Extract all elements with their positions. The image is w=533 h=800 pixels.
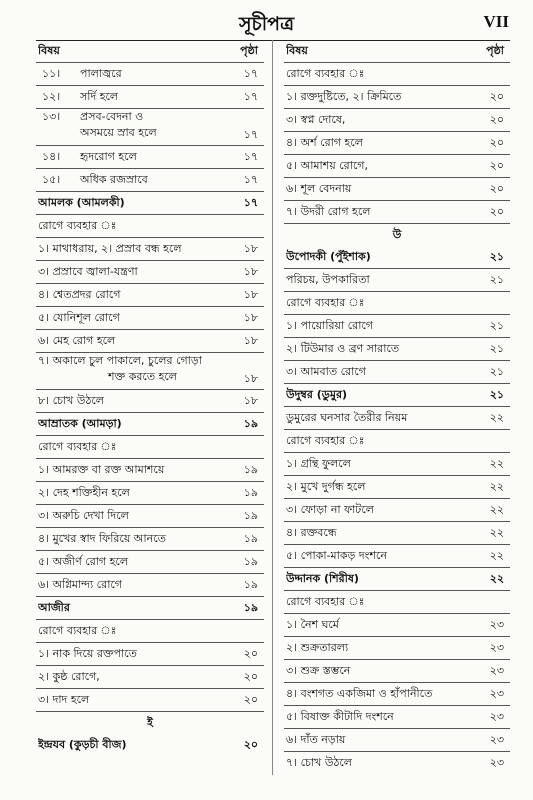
entry-title <box>286 86 470 108</box>
entry-title-line: ৩। আমবাত রোগে <box>286 365 366 378</box>
toc-entry <box>284 568 510 591</box>
entry-title <box>286 109 470 131</box>
toc-entry <box>36 620 264 643</box>
toc-entry <box>36 666 264 689</box>
page-ref: ২০ <box>489 136 504 149</box>
page-ref: ১৭ <box>243 150 258 163</box>
entry-title-line: ৭। চোখ উঠলে <box>286 756 352 769</box>
toc-entry <box>284 178 510 201</box>
toc-entry <box>36 436 264 459</box>
entry-title <box>38 353 224 385</box>
entry-title <box>38 734 224 756</box>
entry-title <box>38 459 224 481</box>
entry-title <box>286 132 470 154</box>
entry-title <box>38 505 224 527</box>
page-ref: ২২ <box>489 503 504 516</box>
entry-title <box>286 752 470 774</box>
toc-entry <box>36 597 264 620</box>
page-ref: ২০ <box>489 182 504 195</box>
entry-title-line: ১। নাক দিয়ে রক্তপাতে <box>38 647 137 660</box>
toc-entry <box>284 292 510 315</box>
page-ref: ২০ <box>243 693 258 706</box>
toc-entry <box>284 315 510 338</box>
entry-title-line: আমলক (আমলকী) <box>38 196 125 209</box>
toc-entry <box>284 246 510 269</box>
page-ref: ১৮ <box>243 288 258 301</box>
entry-number: ১২। <box>42 90 61 103</box>
toc-entry <box>36 689 264 712</box>
entry-title <box>38 330 224 352</box>
toc-entry <box>36 330 264 353</box>
section-letter <box>284 224 510 246</box>
toc-entry <box>284 361 510 384</box>
toc-entry <box>284 407 510 430</box>
page-ref: ২১ <box>489 342 504 355</box>
entry-title <box>38 307 224 329</box>
entry-title-line: উপোদকী (পুঁইশাক) <box>286 250 371 263</box>
page-ref: ১৭ <box>243 90 258 103</box>
entry-title-line: ২। কুষ্ঠ রোগে, <box>38 670 100 683</box>
entry-title-line: ৪। অর্শ রোগ হলে <box>286 136 363 149</box>
toc-entry <box>36 459 264 482</box>
entry-title-line: ৩। ফোড়া না ফাটলে <box>286 503 374 516</box>
entry-title-line: রোগে ব্যবহার ঃ <box>38 440 117 453</box>
entry-title-line: উদ্দানক (শিরীষ) <box>286 572 359 585</box>
entry-title <box>38 436 224 458</box>
entry-title <box>38 666 224 688</box>
toc-entry <box>36 574 264 597</box>
entry-title <box>38 215 224 237</box>
toc-entry <box>36 353 264 390</box>
entry-title <box>38 574 224 596</box>
toc-entry <box>36 390 264 413</box>
entry-title <box>80 109 157 141</box>
toc-entry <box>284 86 510 109</box>
page-heading: পৃষ্ঠা <box>240 44 258 57</box>
entry-title <box>38 261 224 283</box>
entry-title <box>286 63 470 85</box>
toc-entry <box>284 752 510 774</box>
toc-entry <box>36 643 264 666</box>
entry-number: ১৩। <box>42 110 61 123</box>
entry-title <box>286 499 470 521</box>
entry-title <box>286 292 470 314</box>
entry-title-line: ৫। অজীর্ণ রোগ হলে <box>38 555 129 568</box>
entry-title-line: শক্ত করতে হলে <box>108 370 178 383</box>
entry-title <box>80 86 118 108</box>
page-ref: ২০ <box>243 738 258 751</box>
page-ref: ২০ <box>489 205 504 218</box>
entry-title <box>286 660 470 682</box>
entry-title-line: রোগে ব্যবহার ঃ <box>38 219 117 232</box>
entry-title-line: অধিক রজস্রাবে <box>80 173 148 186</box>
page-ref: ২২ <box>489 480 504 493</box>
toc-entry <box>36 307 264 330</box>
entry-title-line: ৪। বংশগত একজিমা ও হাঁপানীতে <box>286 687 433 700</box>
entry-title-line: ২। টিউমার ও ব্রণ সারাতে <box>286 342 400 355</box>
page-ref: ২৩ <box>489 618 504 631</box>
entry-title <box>38 238 224 260</box>
entry-title-line: ৬। শূল বেদনায় <box>286 182 352 195</box>
entry-title <box>80 63 122 85</box>
entry-title-line: ৩। দাদ হলে <box>38 693 90 706</box>
toc-entry <box>36 284 264 307</box>
entry-title <box>38 643 224 665</box>
entry-title-line: প্রসব-বেদনা ও <box>80 110 144 123</box>
entry-title-line: রোগে ব্যবহার ঃ <box>286 434 365 447</box>
entry-title <box>286 522 470 544</box>
section-letter <box>36 712 264 734</box>
page-ref: ১৯ <box>243 486 258 499</box>
page-ref: ২২ <box>489 572 504 585</box>
entry-title <box>286 361 470 383</box>
entry-title <box>286 637 470 659</box>
toc-entry <box>36 551 264 574</box>
entry-title <box>38 284 224 306</box>
column-divider <box>272 40 273 775</box>
toc-entry <box>284 269 510 292</box>
page-ref: ১৮ <box>243 311 258 324</box>
toc-entry <box>36 109 264 146</box>
entry-title-line: বিষয় <box>38 44 60 57</box>
page-ref: ২৩ <box>489 687 504 700</box>
entry-title <box>286 545 470 567</box>
entry-title-line: হৃদরোগ হলে <box>80 150 137 163</box>
entry-number: ১৪। <box>42 150 61 163</box>
entry-title-line: ৪। রক্তবন্ধে <box>286 526 337 539</box>
page-ref: ১৯ <box>243 509 258 522</box>
entry-title <box>80 146 137 168</box>
page-ref: ১৮ <box>243 242 258 255</box>
entry-title-line: ৬। অগ্নিমান্দ্য রোগে <box>38 578 123 591</box>
page-ref: ১৭ <box>243 67 258 80</box>
subject-heading <box>38 40 224 62</box>
page-ref: ২০ <box>243 647 258 660</box>
section-letter-text: উ <box>392 228 402 241</box>
entry-title-line: ৮। চোখ উঠলে <box>38 394 104 407</box>
toc-entry <box>36 413 264 436</box>
entry-title-line: রোগে ব্যবহার ঃ <box>286 296 365 309</box>
page-ref: ১৯ <box>243 532 258 545</box>
entry-title-line: উদুম্বর (ডুমুর) <box>286 388 348 401</box>
page-ref: ২৩ <box>489 733 504 746</box>
toc-entry <box>36 86 264 109</box>
entry-title-line: ৬। দাঁত নড়ায় <box>286 733 346 746</box>
toc-entry <box>284 522 510 545</box>
entry-title <box>286 591 470 613</box>
page-ref: ১৭ <box>243 196 258 209</box>
entry-title-line: ১। গ্রন্থি ফুললে <box>286 457 351 470</box>
page-ref: ২০ <box>489 90 504 103</box>
entry-title-line: ১। রক্তদুষ্টিতে, ২। ক্রিমিতে <box>286 90 402 103</box>
entry-title-line: ৫। যোনিশূল রোগে <box>38 311 120 324</box>
entry-title-line: ২। শুক্রতারল্য <box>286 641 349 654</box>
toc-entry <box>284 729 510 752</box>
entry-title <box>38 390 224 412</box>
entry-title <box>286 407 470 429</box>
toc-entry <box>284 384 510 407</box>
page-ref: ১৮ <box>243 334 258 347</box>
entry-title <box>38 482 224 504</box>
page-ref: ১৯ <box>243 578 258 591</box>
entry-title-line: রোগে ব্যবহার ঃ <box>286 67 365 80</box>
page-ref: ১৮ <box>243 265 258 278</box>
section-letter-text: ই <box>147 716 153 729</box>
page-ref: ২০ <box>243 670 258 683</box>
page-ref: ২৩ <box>489 664 504 677</box>
entry-number: ১৫। <box>42 173 61 186</box>
page-ref: ২৩ <box>489 756 504 769</box>
entry-title <box>286 476 470 498</box>
page-ref: ২২ <box>489 411 504 424</box>
toc-entry <box>36 482 264 505</box>
entry-title <box>286 706 470 728</box>
toc-column-left <box>36 40 264 756</box>
page-ref: ২১ <box>489 319 504 332</box>
entry-title <box>286 315 470 337</box>
page-ref: ২১ <box>489 250 504 263</box>
entry-title-line: ৩। অরুচি দেখা দিলে <box>38 509 129 522</box>
page-ref: ২২ <box>489 526 504 539</box>
entry-title-line: পালাজ্বরে <box>80 67 122 80</box>
toc-entry <box>284 545 510 568</box>
toc-entry <box>284 591 510 614</box>
page-ref: ২০ <box>489 159 504 172</box>
entry-title <box>286 384 470 406</box>
toc-entry <box>284 683 510 706</box>
toc-entry <box>284 155 510 178</box>
entry-title-line: রোগে ব্যবহার ঃ <box>38 624 117 637</box>
entry-title-line: ১। নৈশ ঘর্মে <box>286 618 339 631</box>
entry-title-line: আজীর <box>38 601 70 614</box>
entry-title <box>286 246 470 268</box>
toc-entry <box>284 132 510 155</box>
toc-entry <box>36 261 264 284</box>
entry-title <box>38 597 224 619</box>
subject-heading <box>286 40 470 62</box>
toc-entry <box>36 505 264 528</box>
entry-title <box>286 614 470 636</box>
toc-entry <box>36 63 264 86</box>
entry-title-line: অসময়ে স্রাব হলে <box>80 126 157 139</box>
page-ref: ২১ <box>489 388 504 401</box>
toc-column-right <box>284 40 510 774</box>
toc-entry <box>284 63 510 86</box>
entry-title-line: ১। আমরক্ত বা রক্ত আমাশয়ে <box>38 463 165 476</box>
page-ref: ১৯ <box>243 417 258 430</box>
entry-title <box>80 169 148 191</box>
toc-entry <box>284 614 510 637</box>
entry-title <box>286 430 470 452</box>
entry-title <box>38 528 224 550</box>
toc-entry <box>36 146 264 169</box>
entry-title-line: ৩। স্বপ্ন দোষে, <box>286 113 346 126</box>
entry-title-line: ৩। প্রস্রাবে জ্বালা-যন্ত্রণা <box>38 265 138 278</box>
entry-title <box>286 338 470 360</box>
entry-title <box>286 683 470 705</box>
entry-title-line: ৬। মেহ রোগ হলে <box>38 334 116 347</box>
entry-title-line: ৫। পোকা-মাকড় দংশনে <box>286 549 387 562</box>
toc-entry <box>284 499 510 522</box>
toc-entry <box>36 192 264 215</box>
toc-entry <box>36 528 264 551</box>
toc-entry <box>284 453 510 476</box>
entry-title-line: ৪। মুখের স্বাদ ফিরিয়ে আনতে <box>38 532 166 545</box>
page-ref: ২০ <box>489 113 504 126</box>
toc-entry <box>284 706 510 729</box>
entry-title <box>286 201 470 223</box>
toc-entry <box>36 169 264 192</box>
page-title: সূচীপত্র <box>238 13 295 35</box>
toc-entry <box>284 637 510 660</box>
toc-entry <box>36 215 264 238</box>
page-ref: ২১ <box>489 273 504 286</box>
toc-header-row <box>284 40 510 63</box>
entry-title-line: ৭। অকালে চুল পাকালে, চুলের গোড়া <box>38 354 202 367</box>
entry-title-line: ডুমুরের ঘনসার তৈরীর নিয়ম <box>286 411 408 424</box>
entry-title-line: বিষয় <box>286 44 308 57</box>
entry-title <box>286 178 470 200</box>
entry-title <box>38 620 224 642</box>
page-ref: ১৯ <box>243 463 258 476</box>
toc-header-row <box>36 40 264 63</box>
entry-title-line: ১। পায়োরিয়া রোগে <box>286 319 374 332</box>
entry-title-line: ৪। শ্বেতপ্রদর রোগে <box>38 288 121 301</box>
entry-title-line: সর্দি হলে <box>80 90 119 103</box>
entry-title-line: রোগে ব্যবহার ঃ <box>286 595 365 608</box>
entry-title-line: পরিচয়, উপকারিতা <box>286 273 370 286</box>
page-ref: ১৯ <box>243 555 258 568</box>
entry-title <box>38 551 224 573</box>
toc-entry <box>36 238 264 261</box>
page-ref: ২৩ <box>489 710 504 723</box>
page-ref: ১৯ <box>243 601 258 614</box>
toc-entry <box>284 430 510 453</box>
page-number: VII <box>483 12 509 31</box>
entry-title <box>286 269 470 291</box>
entry-title <box>286 729 470 751</box>
entry-title-line: আম্রাতক (আমড়া) <box>38 417 122 430</box>
page-ref: ২২ <box>489 457 504 470</box>
page-ref: ১৮ <box>243 372 258 385</box>
toc-entry <box>36 734 264 756</box>
entry-title-line: ৫। বিষাক্ত কীটাদি দংশনে <box>286 710 394 723</box>
toc-entry <box>284 109 510 132</box>
entry-title <box>38 413 224 435</box>
entry-title-line: ৭। উদরী রোগ হলে <box>286 205 371 218</box>
entry-number: ১১। <box>42 67 61 80</box>
toc-entry <box>284 476 510 499</box>
entry-title-line: ৩। শুক্র স্তম্ভনে <box>286 664 351 677</box>
entry-title <box>286 155 470 177</box>
entry-title <box>286 453 470 475</box>
page-ref: ১৭ <box>243 128 258 141</box>
toc-entry <box>284 338 510 361</box>
page-header <box>0 8 533 38</box>
entry-title-line: ১। মাথাধরায়, ২। প্রস্রাব বন্ধ হলে <box>38 242 182 255</box>
entry-title <box>286 568 470 590</box>
entry-title-line: ২। মুখে দুর্গন্ধ হলে <box>286 480 366 493</box>
entry-title-line: ইন্দ্রযব (কুড়চী বীজ) <box>38 738 127 751</box>
entry-title-line: ২। দেহ শক্তিহীন হলে <box>38 486 130 499</box>
entry-title <box>38 192 224 214</box>
page-ref: ১৭ <box>243 173 258 186</box>
page-ref: ২২ <box>489 549 504 562</box>
entry-title-line: ৫। আমাশয় রোগে, <box>286 159 369 172</box>
toc-entry <box>284 660 510 683</box>
page-heading: পৃষ্ঠা <box>486 44 504 57</box>
page-ref: ২১ <box>489 365 504 378</box>
toc-entry <box>284 201 510 224</box>
entry-title <box>38 689 224 711</box>
page-ref: ১৮ <box>243 394 258 407</box>
page-ref: ২৩ <box>489 641 504 654</box>
